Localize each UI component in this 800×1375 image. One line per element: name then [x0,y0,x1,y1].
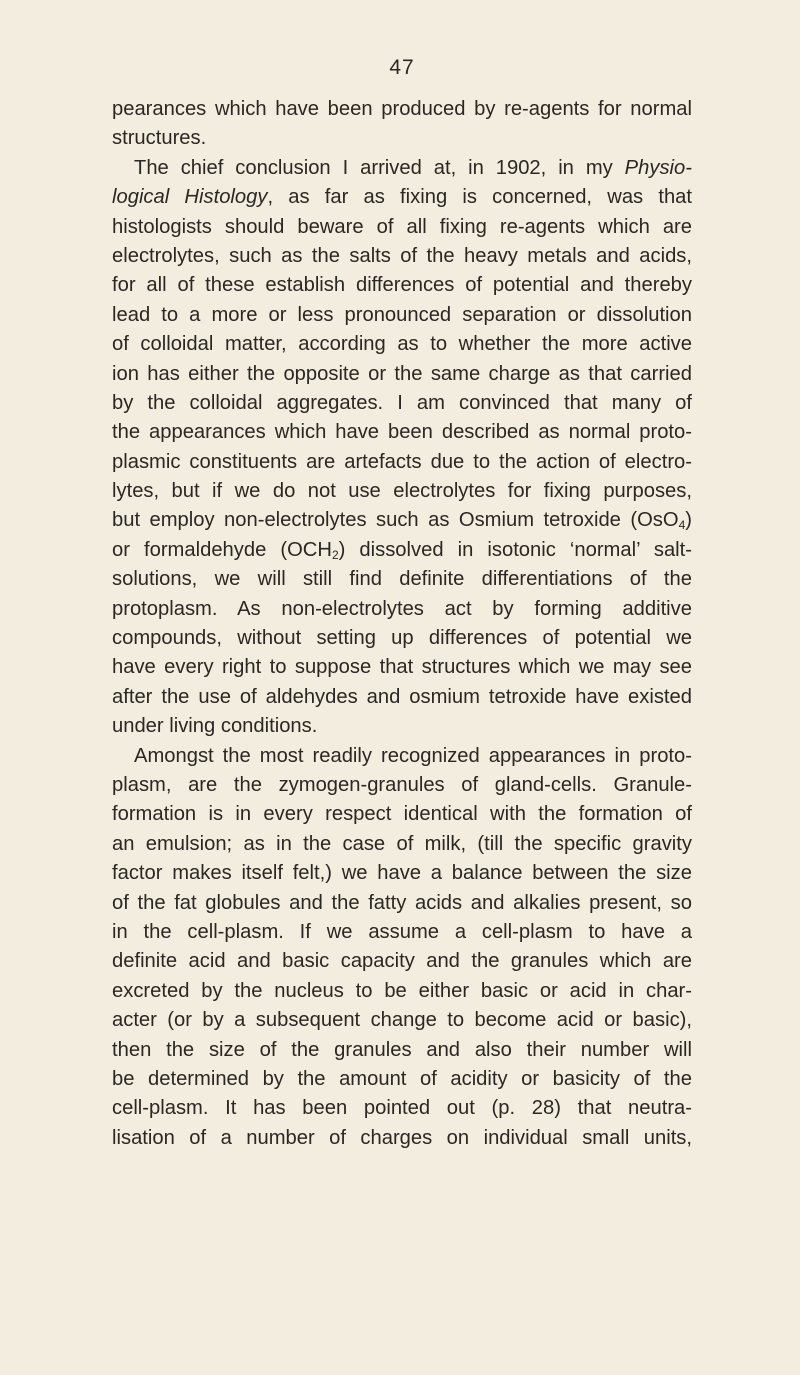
text-line: lead to a more or less pronounced separation or dissolution [112,303,692,326]
subscript: 2 [331,547,339,562]
text-line: of the fat globules and the fatty acids and alkalies present, so [112,891,692,914]
text-line: compounds, without setting up differences of potential we [112,627,692,650]
book-title: logical Histology [112,186,268,209]
text-line: acter (or by a subsequent change to become acid or basic), [112,1009,692,1032]
text-line: electrolytes, such as the salts of the heavy metals and acids, [112,244,692,267]
text-line: cell-plasm. It has been pointed out (p. 28) that neutra- [112,1097,692,1120]
text-line: after the use of aldehydes and osmium tetroxide have existed [112,685,692,708]
text-line: the appearances which have been described as normal proto- [112,421,692,444]
text-line: protoplasm. As non-electrolytes act by forming additive [112,597,692,620]
text-line: an emulsion; as in the case of milk, (till the specific gravity [112,832,692,855]
text-line: be determined by the amount of acidity or basicity of the [112,1067,692,1090]
text-line: definite acid and basic capacity and the granules which are [112,950,692,973]
text-line [112,183,692,212]
text-line: ion has either the opposite or the same charge as that carried [112,362,692,385]
page-number: 47 [389,56,415,79]
text-segment: ) dissolved in isotonic ‘normal’ salt- [338,538,692,561]
text-line [112,536,692,565]
text-line: solutions, we will still find definite differentiations of the [112,568,692,591]
text-line [112,506,692,535]
text-segment: or formaldehyde (OCH [112,538,332,561]
text-line: of colloidal matter, according as to whether the more active [112,333,692,356]
text-line: lisation of a number of charges on individual small units, [112,1126,692,1149]
subscript: 4 [678,518,686,533]
text-line: pearances which have been produced by re-agents for normal [112,98,692,120]
text-line: formation is in every respect identical with the formation of [112,803,692,826]
text-line: histologists should beware of all fixing re-agents which are [112,215,692,238]
text-line: plasm, are the zymogen-granules of gland-cells. Granule- [112,773,692,796]
text-segment: ) [685,509,692,532]
body-text [112,95,692,1153]
text-segment: The chief conclusion I arrived at, in 1902, in my [134,156,625,179]
text-line: under living conditions. [112,715,318,738]
text-line: in the cell-plasm. If we assume a cell-plasm to have a [112,920,692,943]
text-line: then the size of the granules and also their number will [112,1038,692,1061]
text-line: by the colloidal aggregates. I am convinced that many of [112,391,692,414]
text-line: excreted by the nucleus to be either basic or acid in char- [112,979,692,1002]
text-line: structures. [112,127,207,150]
text-line [112,154,692,183]
text-segment: but employ non-electrolytes such as Osmium tetroxide (OsO [112,509,679,532]
text-line: Amongst the most readily recognized appearances in proto- [134,744,692,767]
text-line: lytes, but if we do not use electrolytes for fixing purposes, [112,480,692,503]
book-title: Physio- [624,156,692,179]
text-line: have every right to suppose that structures which we may see [112,656,692,679]
text-segment: , as far as fixing is concerned, was that [267,186,693,209]
text-line: for all of these establish differences of potential and thereby [112,274,692,297]
text-line: factor makes itself felt,) we have a balance between the size [112,862,692,885]
text-line: plasmic constituents are artefacts due to the action of electro- [112,450,692,473]
